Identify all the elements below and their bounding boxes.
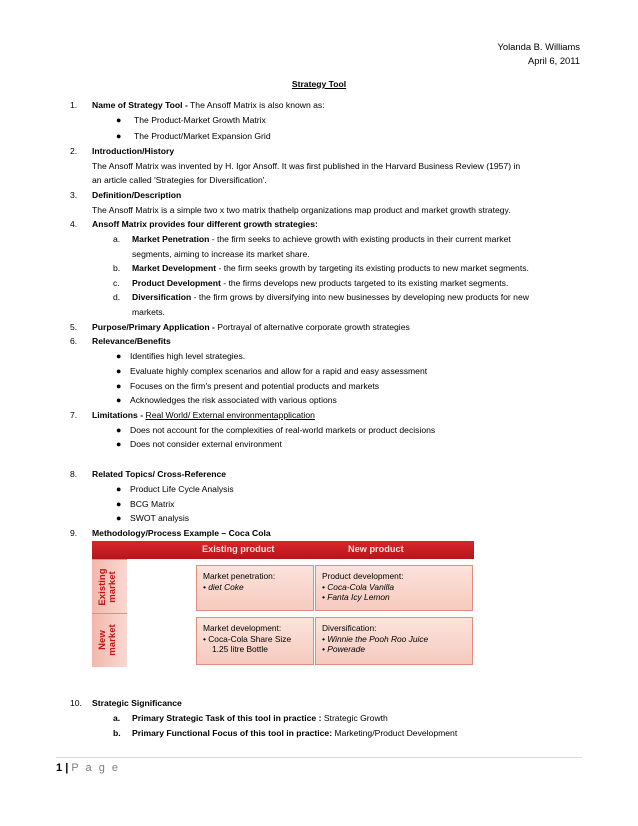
- page-label: P a g e: [71, 762, 120, 774]
- document-page: Yolanda B. Williams April 6, 2011 Strategy Tool 1. Name of Strategy Tool - The Ansoff Matrix is also known as: ● The Product-Market Growth Matrix ● The Product/Market Expansion Grid 2. Introduction/History The Ansoff Matrix was invented by H. Igor Ansoff. It was first published in the Harvard Business Review (1957) in an article called 'Strategies for Diversification'. 3. Definition/Description The Ansoff Matrix is a simple two x two matrix thathelp organizations map product and market growth strategy. 4. Ansoff Matrix provides four different growth strategies: a. Market Penetration - the firm seeks to achieve growth with existing products in their current market segments, aiming to increase its market share. b. Market Development - the firm seeks growth by targeting its existing products to new market segments. c. Product Development - the firms develops new products targeted to its existing market segments. d. Diversification - the firm grows by diversifying into new businesses by developing new products for new markets. 5. Purpose/Primary Application - Portrayal of alternative corporate growth strategies 6. Relevance/Benefits ● Identifies high level strategies. ● Evaluate highly complex scenarios and allow for a rapid and easy assessment ● Focuses on the firm's present and potential products and markets ● Acknowledges the risk associated with various options 7. Limitations - Real World/ External environmentapplication ● Does not account for the complexities of real-world markets or product decisions ● Does not consider external environment 8. Related Topics/ Cross-Reference ● Product Life Cycle Analysis ● BCG Matrix ● SWOT analysis 9. Methodology/Process Example – Coca Cola Existing product New product Existing market New market Market penetration: • diet Coke Product development: • Coca-Cola Vanilla • Fanta Icy Lemon Market development: • Coca-Cola Share Size 1.25 litre Bottle Diversification: • Winnie the Pooh Roo Juice • Powerade 10. Strategic Significance a. Primary Strategic Task of this tool in practice : Strategic Growth b. Primary Functional Focus of this tool in practice: Marketing/Product Development 1 | P a g e: [0, 0, 638, 826]
- document-date: April 6, 2011: [528, 54, 580, 66]
- footer-separator: |: [65, 762, 69, 774]
- section-label: Ansoff Matrix provides four different growth strategies:: [92, 219, 318, 229]
- bullet-icon: ●: [116, 439, 122, 449]
- bullet-icon: ●: [116, 131, 122, 141]
- author-name: Yolanda B. Williams: [497, 41, 580, 52]
- bullet-icon: ●: [116, 351, 122, 361]
- bullet-icon: ●: [116, 395, 122, 405]
- bullet-icon: ●: [116, 499, 122, 509]
- matrix-row-new-market: New market: [97, 624, 118, 656]
- bullet-icon: ●: [116, 484, 122, 494]
- section-text: The Ansoff Matrix is also known as:: [187, 100, 325, 110]
- matrix-cell-diversification: Diversification: • Winnie the Pooh Roo Juice • Powerade: [315, 617, 473, 665]
- page-title: Strategy Tool: [291, 79, 347, 89]
- matrix-col-new-product: New product: [348, 544, 404, 554]
- matrix-cell-market-development: Market development: • Coca-Cola Share Size 1.25 litre Bottle: [196, 617, 314, 665]
- matrix-col-existing-product: Existing product: [202, 544, 275, 554]
- section-label: Relevance/Benefits: [92, 336, 171, 346]
- page-number: 1: [56, 762, 63, 774]
- matrix-cell-market-penetration: Market penetration: • diet Coke: [196, 565, 314, 611]
- ansoff-matrix-figure: [92, 541, 474, 667]
- matrix-row-header: [92, 559, 127, 613]
- footer-divider: [56, 757, 582, 758]
- matrix-header: [92, 541, 474, 559]
- section-number: 1.: [70, 100, 78, 110]
- section-label: Definition/Description: [92, 190, 182, 200]
- section-label: Purpose/Primary Application -: [92, 322, 215, 332]
- bullet-icon: ●: [116, 115, 122, 125]
- section-label: Limitations -: [92, 410, 144, 420]
- section-label: Name of Strategy Tool -: [92, 100, 188, 110]
- section-label: Strategic Significance: [92, 698, 182, 708]
- bullet-icon: ●: [116, 366, 122, 376]
- bullet-icon: ●: [116, 513, 122, 523]
- author-block: [497, 40, 580, 67]
- bullet-icon: ●: [116, 425, 122, 435]
- matrix-row-header: [92, 613, 127, 667]
- bullet-icon: ●: [116, 381, 122, 391]
- matrix-row-existing-market: Existing market: [97, 568, 118, 606]
- page-footer: [56, 762, 120, 774]
- section-label: Methodology/Process Example – Coca Cola: [92, 528, 271, 538]
- section-label: Introduction/History: [92, 146, 175, 156]
- section-label: Related Topics/ Cross-Reference: [92, 469, 227, 479]
- matrix-cell-product-development: Product development: • Coca-Cola Vanilla • Fanta Icy Lemon: [315, 565, 473, 611]
